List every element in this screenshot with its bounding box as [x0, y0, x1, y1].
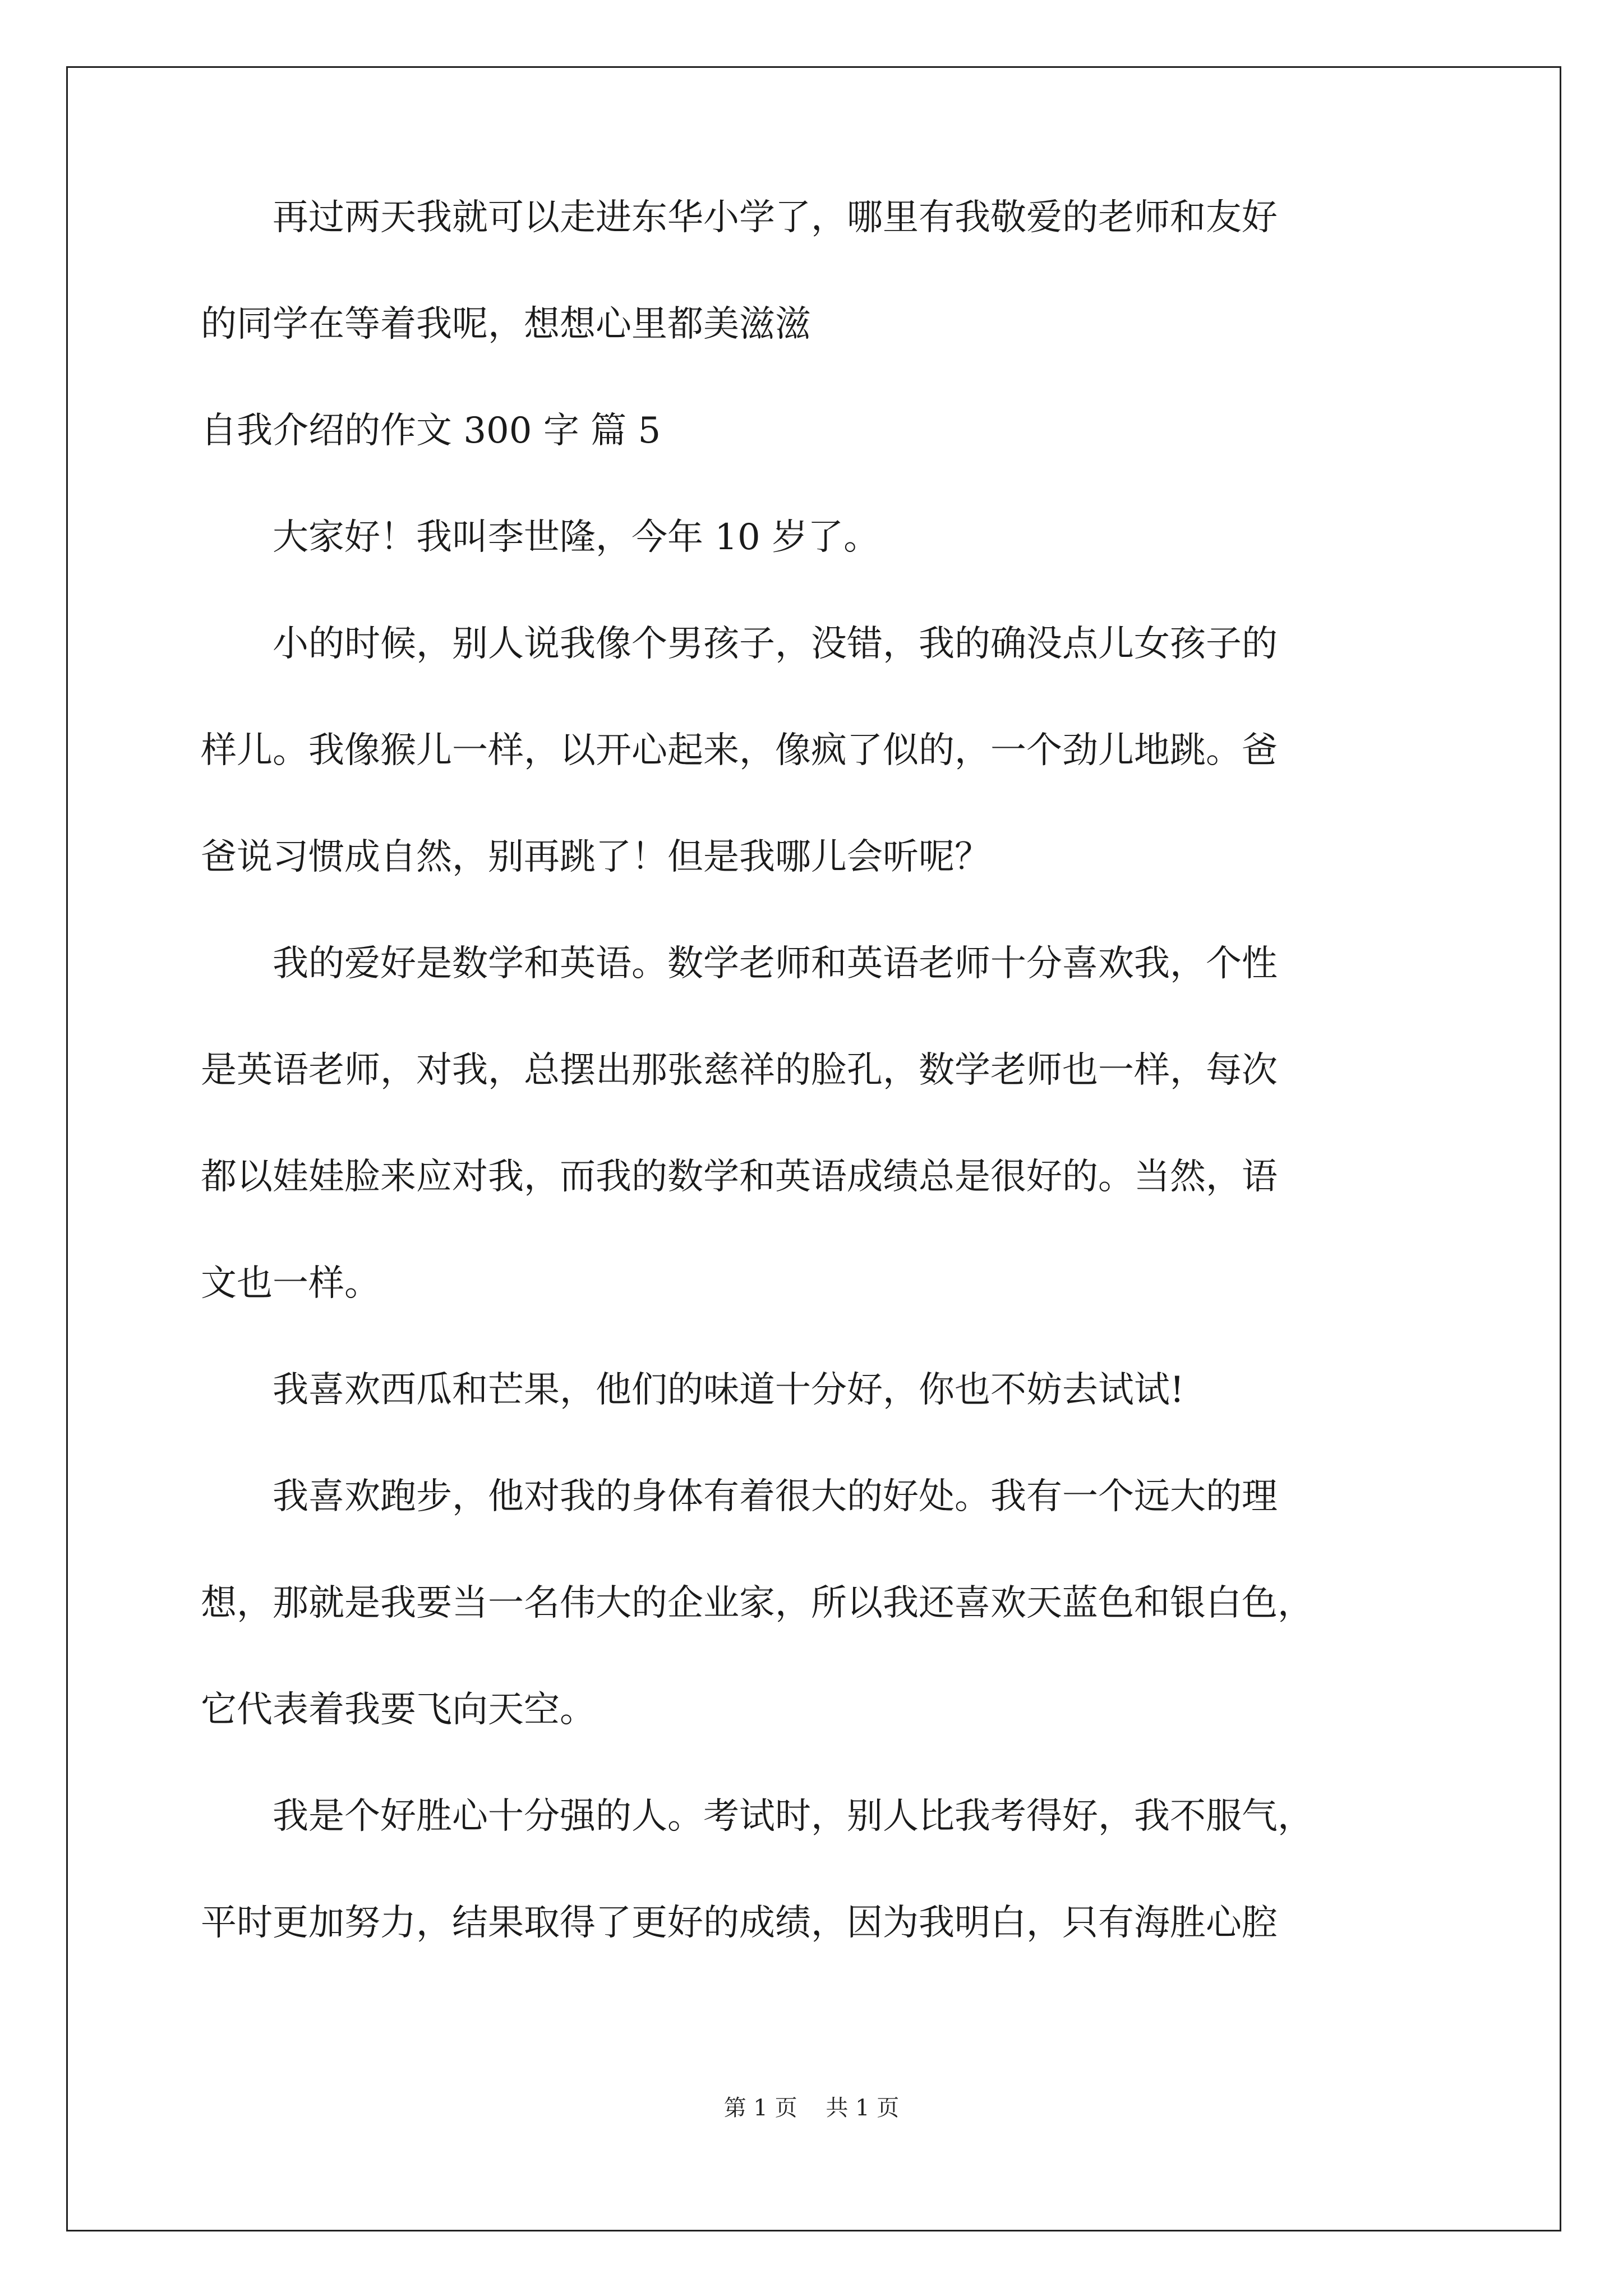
paragraph-line: 的同学在等着我呢，想想心里都美滋滋: [201, 303, 811, 345]
page-number-footer: 第 1 页 共 1 页: [723, 2095, 900, 2121]
paragraph-line: 文也一样。: [201, 1263, 380, 1304]
paragraph-line: 小的时候，别人说我像个男孩子，没错，我的确没点儿女孩子的: [201, 623, 1278, 665]
paragraph-line: 都以娃娃脸来应对我，而我的数学和英语成绩总是很好的。当然，语: [201, 1156, 1278, 1198]
paragraph-line: 是英语老师，对我，总摆出那张慈祥的脸孔，数学老师也一样，每次: [201, 1050, 1278, 1091]
paragraph-line: 我是个好胜心十分强的人。考试时，别人比我考得好，我不服气，: [201, 1796, 1313, 1837]
paragraph-line: 我喜欢西瓜和芒果，他们的味道十分好，你也不妨去试试!: [201, 1369, 1184, 1411]
paragraph-line: 想，那就是我要当一名伟大的企业家，所以我还喜欢天蓝色和银白色，: [201, 1582, 1313, 1624]
paragraph-line: 平时更加努力，结果取得了更好的成绩，因为我明白，只有海胜心腔: [201, 1902, 1278, 1944]
paragraph-line: 爸说习惯成自然，别再跳了！但是我哪儿会听呢？: [201, 836, 990, 878]
paragraph-line: 它代表着我要飞向天空。: [201, 1689, 596, 1731]
paragraph-line: 我的爱好是数学和英语。数学老师和英语老师十分喜欢我，个性: [201, 943, 1278, 984]
paragraph-line: 我喜欢跑步，他对我的身体有着很大的好处。我有一个远大的理: [201, 1476, 1278, 1517]
paragraph-line: 再过两天我就可以走进东华小学了，哪里有我敬爱的老师和友好: [201, 197, 1278, 238]
paragraph-line: 样儿。我像猴儿一样，以开心起来，像疯了似的，一个劲儿地跳。爸: [201, 730, 1278, 771]
section-heading: 自我介绍的作文 300 字 篇 5: [201, 410, 661, 452]
paragraph-line: 大家好！我叫李世隆，今年 10 岁了。: [201, 517, 880, 558]
